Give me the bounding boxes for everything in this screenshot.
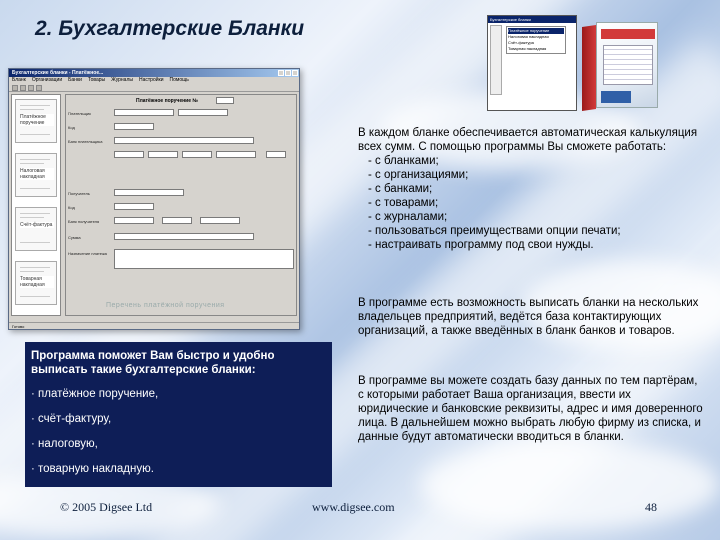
thumb-list-item: Товарная накладная (508, 46, 547, 51)
form-label: Код (68, 125, 75, 130)
toolbar-icon (28, 85, 34, 91)
features-intro: В каждом бланке обеспечивается автоматическая калькуляция всех сумм. С помощью программы Вы сможете работать: (358, 127, 698, 153)
menu-item: Банки (68, 77, 82, 83)
feature-item: - с товарами; (368, 197, 439, 209)
form-watermark: Перечень платёжной поручения (106, 302, 225, 309)
form-field (182, 151, 212, 158)
feature-item: - пользоваться преимуществами опции печати; (368, 225, 621, 237)
form-label: Назначение платежа (68, 251, 107, 256)
document-list-pane (11, 94, 61, 316)
screenshot-statusbar: Готово (9, 322, 299, 329)
forms-list-item: · платёжное поручение, (31, 388, 159, 400)
thumb-list-item: Налоговая накладная (508, 34, 549, 39)
form-label: Банк получателя (68, 219, 100, 224)
feature-item: - с банками; (368, 183, 433, 195)
form-field (114, 217, 154, 224)
screenshot-menubar (9, 77, 299, 84)
feature-item: - с журналами; (368, 211, 448, 223)
window-buttons (278, 69, 299, 77)
footer-copyright: © 2005 Digsee Ltd (60, 500, 153, 514)
form-field (162, 217, 192, 224)
doc-thumb: Платёжное поручение (15, 99, 57, 143)
feature-item: - с бланками; (368, 155, 439, 167)
features-paragraph (358, 126, 703, 252)
screenshot-toolbar (9, 84, 299, 92)
database-paragraph: В программе вы можете создать базу данных по тем партёрам, с которыми работает Ваша организация, ввести их юридические и банковские реквизиты, адрес и имя доверенного лица. В дальнейшем можно выбрать любую фирму из списка, и данные будут автоматически вводиться в бланки. (358, 375, 703, 443)
form-field (216, 151, 256, 158)
doc-thumb: Налоговая накладная (15, 153, 57, 197)
screenshot-titlebar (9, 69, 299, 77)
doc-thumb: Товарная накладная (15, 261, 57, 305)
thumb-list (506, 26, 566, 54)
forms-list-item: · счёт-фактуру, (31, 413, 112, 425)
menu-item: Журналы (111, 77, 133, 83)
form-label: Банк плательщика (68, 139, 103, 144)
forms-list-item: · налоговую, (31, 438, 98, 450)
feature-item: - с организациями; (368, 169, 469, 181)
owners-paragraph: В программе есть возможность выписать бланки на нескольких владельцев предприятий, ведётся база контактирующих организаций, а также введённых в бланк банков и товаров. (358, 297, 699, 337)
form-label: Плательщик (68, 111, 91, 116)
form-field (114, 137, 254, 144)
form-field (114, 151, 144, 158)
form-field (114, 203, 154, 210)
toolbar-icon (12, 85, 18, 91)
forms-list-item: · товарную накладную. (31, 463, 154, 475)
form-field (114, 123, 154, 130)
form-field (148, 151, 178, 158)
thumb-sidebar (490, 25, 502, 95)
forms-list-header: Программа поможет Вам быстро и удобно выписать такие бухгалтерские бланки: (31, 350, 275, 376)
minimize-icon (278, 70, 284, 76)
feature-item: - настраивать программу под свои нужды. (368, 239, 594, 251)
menu-item: Бланк (12, 77, 26, 83)
product-box-image (582, 22, 662, 112)
menu-item: Настройки (138, 77, 164, 83)
maximize-icon (285, 70, 291, 76)
box-spine (582, 25, 596, 111)
form-field (114, 109, 174, 116)
form-field (266, 151, 286, 158)
menu-item: Товары (87, 77, 106, 83)
toolbar-icon (36, 85, 42, 91)
form-label: Код (68, 205, 75, 210)
toolbar-icon (20, 85, 26, 91)
menu-item: Помощь (169, 77, 189, 83)
footer-website[interactable]: www.digsee.com (312, 500, 395, 514)
payment-form (65, 94, 297, 316)
form-field (216, 97, 234, 104)
thumb-title: Бухгалтерские бланки (488, 16, 576, 23)
form-field (114, 189, 184, 196)
form-header: Платёжное поручение № (136, 98, 198, 104)
close-icon (292, 70, 298, 76)
thumb-list-item: Счёт-фактура (508, 40, 534, 45)
doc-thumb: Счёт-фактура (15, 207, 57, 251)
form-label: Сумма (68, 235, 81, 240)
form-field (178, 109, 228, 116)
footer-page-number: 48 (645, 500, 657, 514)
form-field (114, 249, 294, 269)
slide-title: 2. Бухгалтерские Бланки (35, 17, 305, 40)
form-field (200, 217, 240, 224)
form-label: Получатель (68, 191, 90, 196)
forms-list-box (25, 342, 332, 487)
form-field (114, 233, 254, 240)
menu-item: Организации (31, 77, 63, 83)
box-front (596, 22, 658, 108)
app-screenshot (8, 68, 300, 330)
screenshot-title: Бухгалтерские бланки - Платёжное... (12, 70, 104, 76)
thumb-screenshot (487, 15, 577, 111)
thumb-list-item: Платёжное поручение (508, 28, 564, 34)
